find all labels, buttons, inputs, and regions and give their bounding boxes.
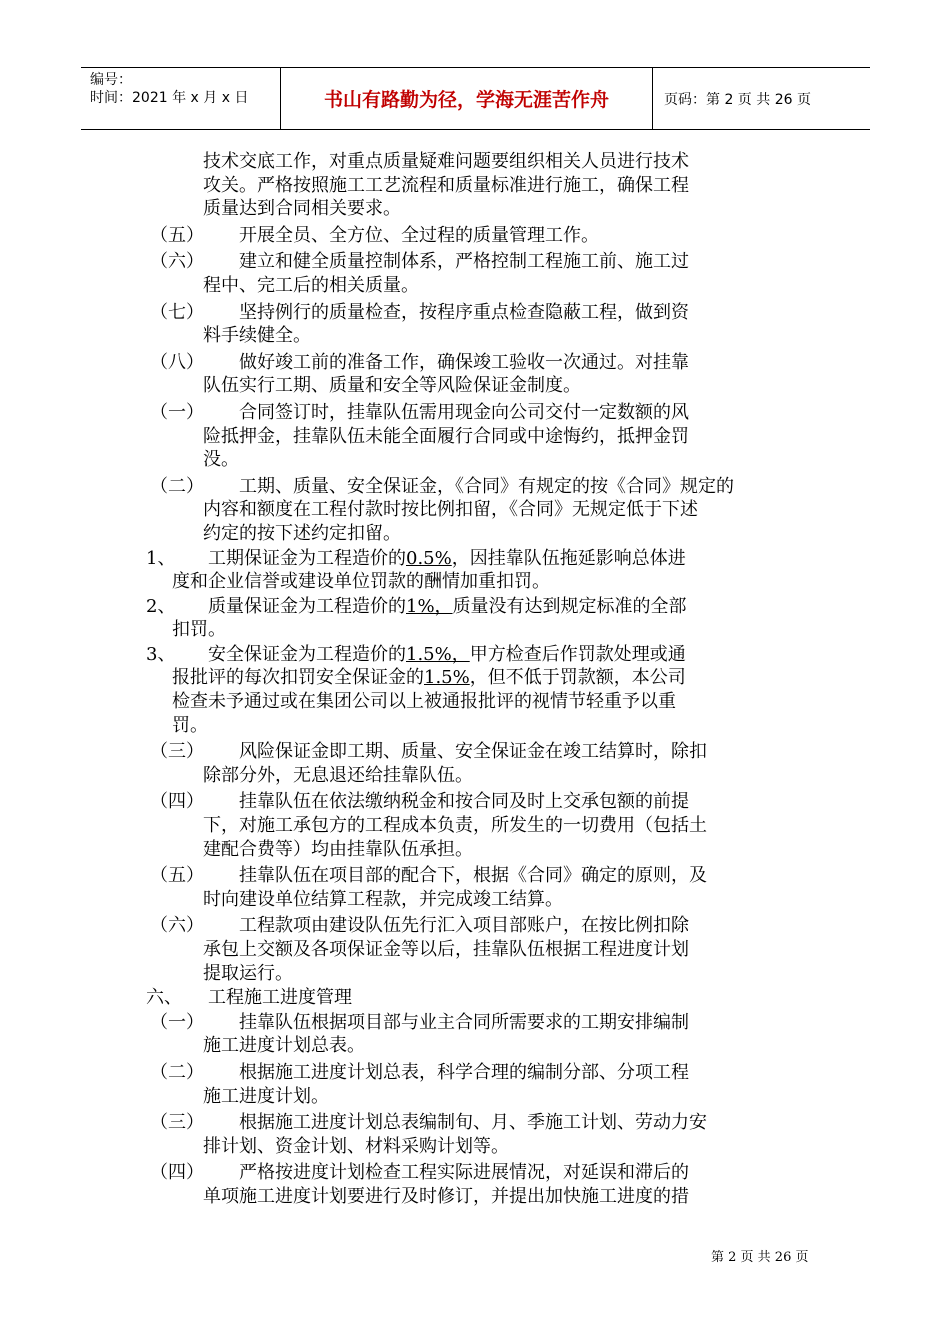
paragraph-label: （二） [150,475,204,497]
paragraph-13 [150,864,813,911]
paragraph-3 [150,250,813,297]
paragraph-text: 工程款项由建设队伍先行汇入项目部账户，在按比例扣除 承包上交额及各项保证金等以后，挂靠队伍根据工程进度计划 提取运行。 [203,915,689,984]
text-segment: ，因挂靠队伍拖延影响总体进 度和企业信誉或建设单位罚款的酬情加重扣罚。 [172,547,686,593]
paragraph-label: （五） [150,224,204,246]
paragraph-label: （六） [150,915,204,937]
paragraph-label: （四） [150,1162,204,1184]
text-segment: 工期保证金为工程造价的 [172,547,406,569]
underlined-value: 1%， [406,595,453,617]
paragraph-label: （六） [150,251,204,273]
paragraph-label: （七） [150,301,204,323]
paragraph-text: 开展全员、全方位、全过程的质量管理工作。 [203,224,599,246]
paragraph-label: 2、 [146,595,176,617]
paragraph-10 [146,643,812,737]
paragraph-11 [150,740,813,787]
paragraph-text: 风险保证金即工期、质量、安全保证金在竣工结算时，除扣 除部分外，无息退还给挂靠队伍。 [203,741,707,786]
header-motto: 书山有路勤为径，学海无涯苦作舟 [281,68,653,129]
paragraph-text: 根据施工进度计划总表编制旬、月、季施工计划、劳动力安 排计划、资金计划、材料采购计划等。 [203,1112,707,1157]
paragraph-text: 挂靠队伍在依法缴纳税金和按合同及时上交承包额的前提 下，对施工承包方的工程成本负责，所发生的一切费用（包括土 建配合费等）均由挂靠队伍承担。 [203,791,707,860]
text-segment: ，但不低于罚款额，本公司 检查未予通过或在集团公司以上被通报批评的视情节轻重予以重 罚。 [172,667,686,736]
paragraph-label: （五） [150,865,204,887]
paragraph-text [172,643,812,737]
paragraph-label: （二） [150,1061,204,1083]
paragraph-text: 坚持例行的质量检查，按程序重点检查隐蔽工程，做到资 料手续健全。 [203,301,689,347]
paragraph-9 [146,595,812,642]
paragraph-label: （一） [150,1011,204,1033]
document-body [0,150,950,1209]
paragraph-label: （三） [150,741,204,763]
document-date-label: 时间：2021 年 x 月 x 日 [90,90,249,106]
paragraph-text [172,547,812,594]
paragraph-text [172,595,812,642]
section-heading-6 [146,986,812,1010]
text-segment: 质量保证金为工程造价的 [172,595,406,617]
paragraph-5 [150,351,813,398]
paragraph-12 [150,790,813,861]
paragraph-text: 技术交底工作，对重点质量疑难问题要组织相关人员进行技术 攻关。严格按照施工工艺流程和质量标准进行施工，确保工程 质量达到合同相关要求。 [203,151,689,220]
paragraph-text: 根据施工进度计划总表，科学合理的编制分部、分项工程 施工进度计划。 [203,1061,689,1107]
paragraph-text: 严格按进度计划检查工程实际进展情况，对延误和滞后的 单项施工进度计划要进行及时修订，并提出加快施工进度的措 [203,1162,689,1207]
underlined-value: 1.5%， [406,643,470,665]
paragraph-14 [150,914,813,985]
paragraph-label: 3、 [146,643,176,665]
paragraph-label: 1、 [146,547,176,569]
paragraph-2 [150,224,813,248]
paragraph-4 [150,301,813,348]
text-segment: 甲方检查后作罚款处理或通 报批评的每次扣罚安全保证金的 [172,643,686,689]
paragraph-17 [150,1061,813,1108]
paragraph-text: 挂靠队伍根据项目部与业主合同所需要求的工期安排编制 施工进度计划总表。 [203,1011,689,1057]
paragraph-label: 六、 [146,987,182,1009]
paragraph-16 [150,1011,813,1058]
paragraph-text: 建立和健全质量控制体系，严格控制工程施工前、施工过 程中、完工后的相关质量。 [203,251,689,296]
paragraph-7 [150,475,813,546]
underlined-value: 0.5% [406,547,452,569]
page-header [81,67,870,130]
paragraph-text: 工程施工进度管理 [172,987,352,1009]
paragraph-text: 挂靠队伍在项目部的配合下，根据《合同》确定的原则，及 时向建设单位结算工程款，并完成竣工结算。 [203,865,707,910]
paragraph-18 [150,1111,813,1158]
document-number-label: 编号： [90,72,132,88]
text-segment: 质量没有达到规定标准的全部 扣罚。 [172,595,687,641]
paragraph-6 [150,401,813,472]
paragraph-label: （一） [150,401,204,423]
paragraph-text: 做好竣工前的准备工作，确保竣工验收一次通过。对挂靠 队伍实行工期、质量和安全等风险保证金制度。 [203,351,689,397]
paragraph-label: （八） [150,351,204,373]
paragraph-1 [203,150,813,221]
text-segment: 安全保证金为工程造价的 [172,643,406,665]
page-footer-number: 第 2 页 共 26 页 [711,1250,809,1265]
paragraph-19 [150,1161,813,1208]
paragraph-text: 工期、质量、安全保证金，《合同》有规定的按《合同》规定的 内容和额度在工程付款时按比例扣留，《合同》无规定低于下述 约定的按下述约定扣留。 [203,475,734,544]
paragraph-text: 合同签订时，挂靠队伍需用现金向公司交付一定数额的风 险抵押金，挂靠队伍未能全面履行合同或中途悔约，抵押金罚 没。 [203,401,689,471]
paragraph-label: （三） [150,1112,204,1134]
paragraph-8 [146,547,812,594]
header-left-cell [81,68,281,129]
underlined-value: 1.5% [424,667,470,689]
header-page-number: 页码：第 2 页 共 26 页 [664,91,811,108]
paragraph-label: （四） [150,791,204,813]
